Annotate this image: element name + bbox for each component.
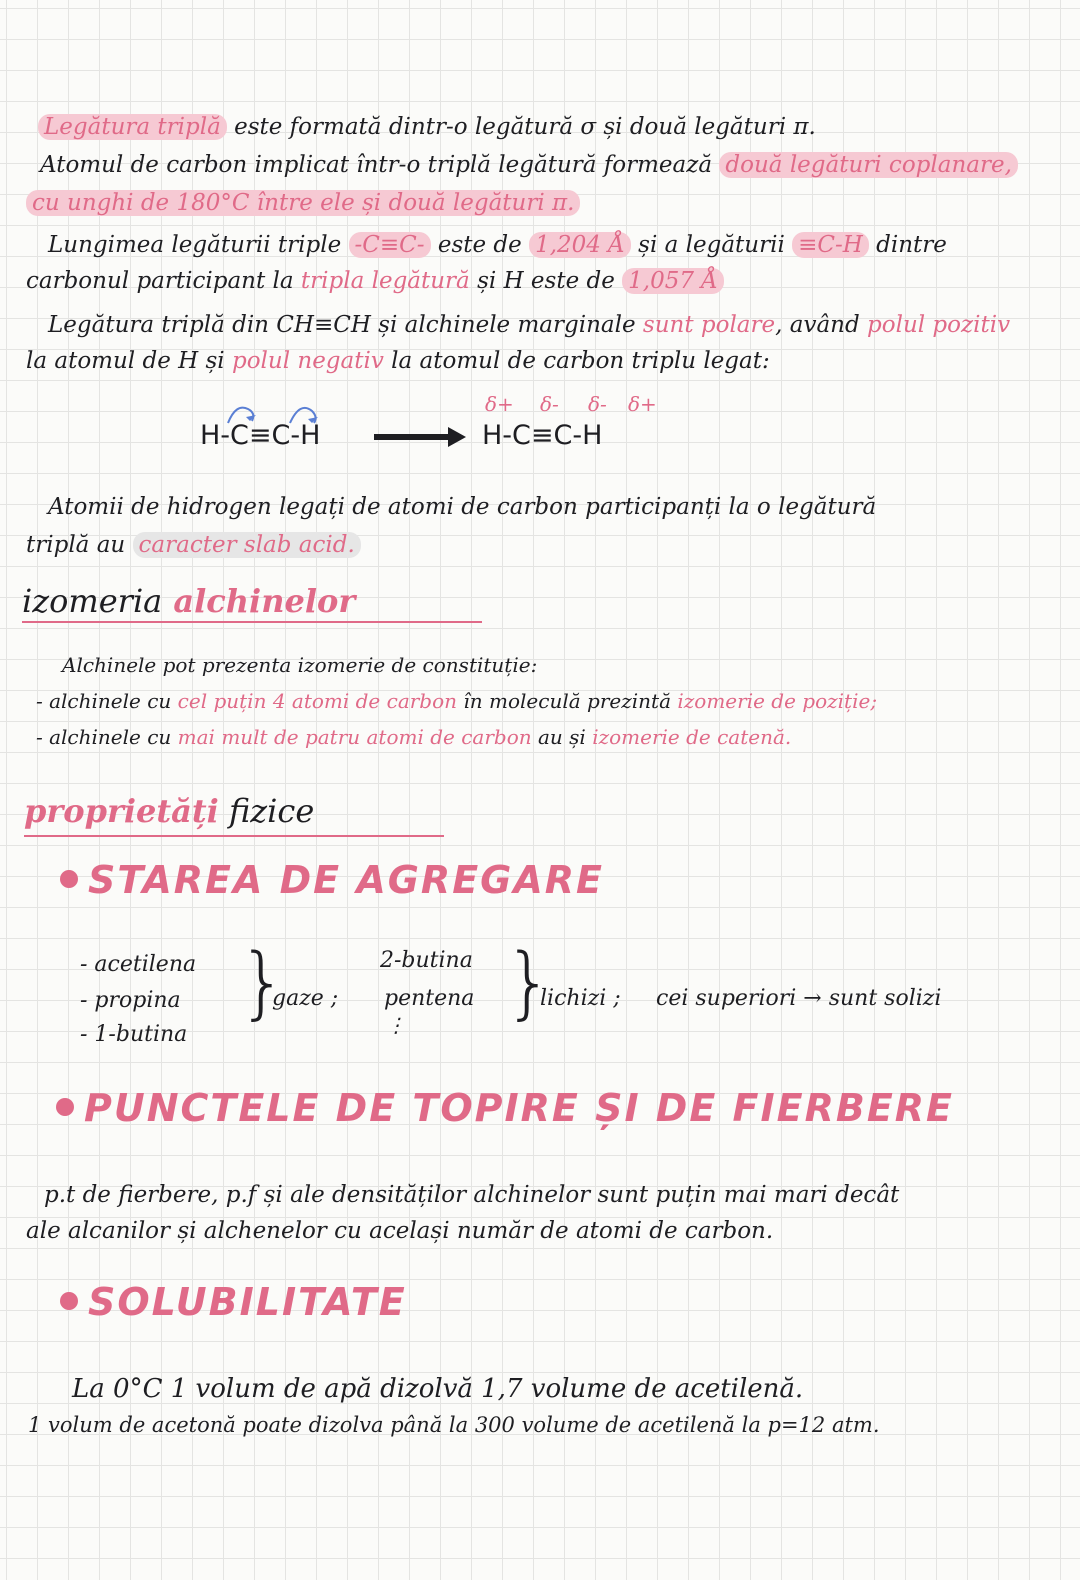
text: Alchinele pot prezenta izomerie de constituție: [62,653,538,677]
list-item: - acetilena [80,952,197,977]
list-item: - 1-butina [80,1022,188,1047]
highlight: Legătura triplă [38,114,227,140]
text: la atomul de H și [26,348,232,374]
text-line [38,112,816,142]
text: - alchinele cu [36,725,178,749]
text-line [26,188,580,218]
text: mai mult de patru atomi de carbon [177,725,532,749]
brace-icon: } [238,938,288,1028]
text: au și [531,725,593,749]
text-line: ale alcanilor și alchenelor cu același număr de atomi de carbon. [26,1218,774,1244]
delta-label: δ- [540,392,559,416]
underline [24,830,524,842]
text: polul pozitiv [867,312,1011,338]
text: Legătura triplă din CH≡CH și alchinele marginale [48,312,643,338]
text: sunt polare [642,312,776,338]
text-line: 1 volum de acetonă poate dizolva până la 300 volume de acetilenă la p=12 atm. [28,1413,880,1437]
text: Atomul de carbon implicat într-o triplă legătură formează [40,152,720,178]
section-title [56,1086,954,1130]
text-line [26,530,361,560]
list-item: - propina [80,988,181,1013]
bullet-icon [60,1292,78,1310]
text: Atomii de hidrogen legați de atomi de carbon participanți la o legătură [48,494,877,520]
highlight: două legături coplanare, [719,152,1018,178]
text-line [48,310,1010,340]
highlight: ≡C-H [792,232,869,258]
text: cei superiori → sunt solizi [656,986,942,1011]
text: în moleculă prezintă [457,689,678,713]
highlight: 1,204 Å [529,232,631,258]
text: triplă au [26,532,133,558]
text-line [26,266,724,296]
text-line: La 0°C 1 volum de apă dizolvă 1,7 volume de acetilenă. [72,1374,804,1404]
text: Lungimea legăturii triple [48,232,349,258]
delta-label: δ+ [628,392,657,416]
formula-left: H-C≡C-H [200,420,321,451]
isomery-heading [22,582,355,620]
text-line [48,230,947,260]
highlight: cu unghi de 180°C între ele și două legături π. [26,190,580,216]
text: este de [430,232,530,258]
delta-label: δ+ [485,392,514,416]
highlight: -C≡C- [349,232,431,258]
text: și H este de [469,268,623,294]
text: izomerie de catenă. [592,725,792,749]
list-item [36,686,877,716]
highlight: 1,057 Å [622,268,724,294]
section-title-text: PUNCTELE DE TOPIRE ȘI DE FIERBERE [84,1086,954,1130]
text: - alchinele cu [36,689,178,713]
heading-part: alchinelor [162,582,356,620]
delta-label: δ- [588,392,607,416]
section-title-text: STAREA DE AGREGARE [88,858,604,902]
properties-heading [24,792,314,830]
text: dintre [868,232,947,258]
formula-right: H-C≡C-H [482,420,603,451]
text-line [26,346,770,376]
text-line: p.t de fierbere, p.f și ale densităților alchinelor sunt puțin mai mari decât [44,1182,900,1208]
highlight: caracter slab acid. [133,532,361,558]
list-item [36,722,791,752]
text: la atomul de carbon triplu legat: [383,348,770,374]
group-label: gaze ; [272,986,339,1011]
heading-part: proprietăți [24,792,219,830]
section-title-text: SOLUBILITATE [88,1280,407,1324]
bullet-icon [56,1098,74,1116]
text-line [62,650,537,680]
text: cel puțin 4 atomi de carbon [177,689,458,713]
text: , având [775,312,868,338]
text: este formată dintr-o legătură σ și două legături π. [226,114,816,140]
text: carbonul participant la [26,268,301,294]
section-title [60,858,604,902]
underline [22,616,522,628]
brace-icon: } [504,938,554,1028]
text: polul negativ [231,348,384,374]
text: și a legăturii [630,232,793,258]
heading-part: fizice [218,792,315,830]
ellipsis: ⋮ [386,1013,404,1037]
text: izomerie de poziție; [677,689,878,713]
text: tripla legătură [300,268,470,294]
text-line [40,150,1018,180]
group-label: lichizi ; [540,986,621,1011]
heading-part: izomeria [22,582,163,620]
bullet-icon [60,870,78,888]
section-title [60,1280,407,1324]
list-item: 2-butina [380,948,473,973]
list-item: pentena [384,986,475,1011]
text-line [48,492,876,522]
